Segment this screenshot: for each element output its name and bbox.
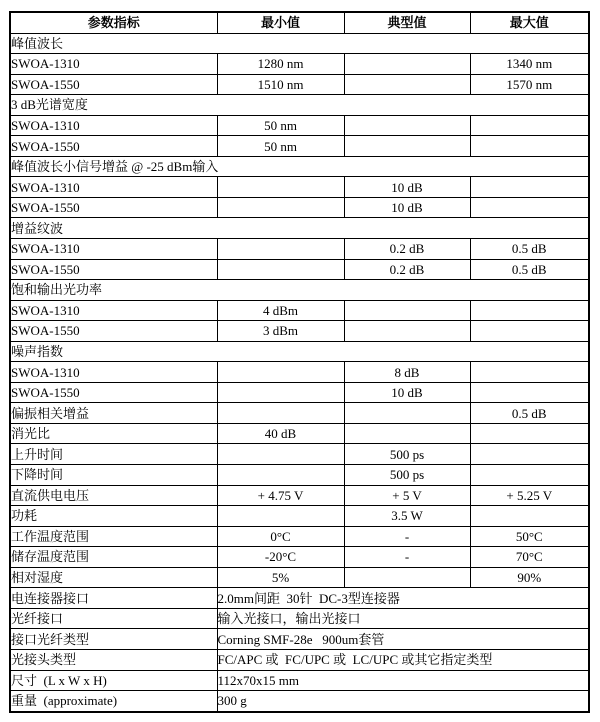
min-value-cell: 4 dBm bbox=[217, 300, 344, 321]
section-row bbox=[10, 95, 589, 116]
section-row bbox=[10, 341, 589, 362]
typical-value-cell: 10 dB bbox=[344, 382, 470, 403]
min-value-cell bbox=[217, 465, 344, 486]
max-value-cell: 1340 nm bbox=[470, 54, 589, 75]
typical-value-cell bbox=[344, 423, 470, 444]
min-value-cell bbox=[217, 403, 344, 424]
value-cell: Corning SMF-28e 900um套管 bbox=[217, 629, 589, 650]
max-value-cell bbox=[470, 197, 589, 218]
max-value-cell: 70°C bbox=[470, 547, 589, 568]
value-cell: FC/APC 或 FC/UPC 或 LC/UPC 或其它指定类型 bbox=[217, 649, 589, 670]
parameter-cell: SWOA-1550 bbox=[10, 74, 217, 95]
table-row bbox=[10, 629, 589, 650]
spec-table-body bbox=[10, 33, 589, 712]
value-cell: 输入光接口，输出光接口 bbox=[217, 608, 589, 629]
max-value-cell bbox=[470, 177, 589, 198]
parameter-cell: 消光比 bbox=[10, 423, 217, 444]
max-value-cell bbox=[470, 465, 589, 486]
parameter-cell: SWOA-1310 bbox=[10, 115, 217, 136]
max-value-cell bbox=[470, 382, 589, 403]
min-value-cell: 1280 nm bbox=[217, 54, 344, 75]
min-value-cell: + 4.75 V bbox=[217, 485, 344, 506]
max-value-cell: 0.5 dB bbox=[470, 259, 589, 280]
value-cell: 300 g bbox=[217, 691, 589, 712]
max-value-cell: 0.5 dB bbox=[470, 403, 589, 424]
parameter-cell: SWOA-1310 bbox=[10, 362, 217, 383]
typical-value-cell: 500 ps bbox=[344, 444, 470, 465]
parameter-cell: SWOA-1550 bbox=[10, 321, 217, 342]
table-row bbox=[10, 691, 589, 712]
table-row bbox=[10, 649, 589, 670]
min-value-cell: 50 nm bbox=[217, 136, 344, 157]
table-row bbox=[10, 136, 589, 157]
col-header-max: 最大值 bbox=[470, 12, 589, 33]
min-value-cell bbox=[217, 197, 344, 218]
typical-value-cell bbox=[344, 136, 470, 157]
parameter-cell: 重量 (approximate) bbox=[10, 691, 217, 712]
table-row bbox=[10, 177, 589, 198]
min-value-cell bbox=[217, 506, 344, 527]
spec-table bbox=[9, 11, 590, 713]
max-value-cell bbox=[470, 423, 589, 444]
table-row bbox=[10, 506, 589, 527]
section-row bbox=[10, 280, 589, 301]
section-row bbox=[10, 218, 589, 239]
max-value-cell bbox=[470, 321, 589, 342]
section-label-cell: 峰值波长 bbox=[10, 33, 589, 54]
min-value-cell: 3 dBm bbox=[217, 321, 344, 342]
table-row bbox=[10, 74, 589, 95]
min-value-cell: 50 nm bbox=[217, 115, 344, 136]
parameter-cell: 直流供电电压 bbox=[10, 485, 217, 506]
table-row bbox=[10, 403, 589, 424]
typical-value-cell bbox=[344, 115, 470, 136]
table-row bbox=[10, 567, 589, 588]
parameter-cell: SWOA-1550 bbox=[10, 136, 217, 157]
max-value-cell: + 5.25 V bbox=[470, 485, 589, 506]
max-value-cell bbox=[470, 300, 589, 321]
table-row bbox=[10, 547, 589, 568]
max-value-cell bbox=[470, 136, 589, 157]
parameter-cell: SWOA-1550 bbox=[10, 382, 217, 403]
min-value-cell bbox=[217, 259, 344, 280]
max-value-cell: 90% bbox=[470, 567, 589, 588]
table-row bbox=[10, 239, 589, 260]
min-value-cell: 40 dB bbox=[217, 423, 344, 444]
min-value-cell: 0°C bbox=[217, 526, 344, 547]
min-value-cell bbox=[217, 177, 344, 198]
parameter-cell: 偏振相关增益 bbox=[10, 403, 217, 424]
max-value-cell bbox=[470, 362, 589, 383]
section-label-cell: 饱和输出光功率 bbox=[10, 280, 589, 301]
parameter-cell: 工作温度范围 bbox=[10, 526, 217, 547]
parameter-cell: 功耗 bbox=[10, 506, 217, 527]
table-row bbox=[10, 465, 589, 486]
typical-value-cell bbox=[344, 567, 470, 588]
parameter-cell: 下降时间 bbox=[10, 465, 217, 486]
parameter-cell: SWOA-1550 bbox=[10, 259, 217, 280]
section-label-cell: 3 dB光谱宽度 bbox=[10, 95, 589, 116]
table-row bbox=[10, 670, 589, 691]
typical-value-cell: 0.2 dB bbox=[344, 239, 470, 260]
typical-value-cell bbox=[344, 54, 470, 75]
parameter-cell: 接口光纤类型 bbox=[10, 629, 217, 650]
section-label-cell: 峰值波长小信号增益 @ -25 dBm输入 bbox=[10, 156, 589, 177]
min-value-cell: -20°C bbox=[217, 547, 344, 568]
parameter-cell: 电连接器接口 bbox=[10, 588, 217, 609]
parameter-cell: 尺寸 (L x W x H) bbox=[10, 670, 217, 691]
table-row bbox=[10, 300, 589, 321]
min-value-cell: 5% bbox=[217, 567, 344, 588]
min-value-cell: 1510 nm bbox=[217, 74, 344, 95]
typical-value-cell: + 5 V bbox=[344, 485, 470, 506]
parameter-cell: SWOA-1550 bbox=[10, 197, 217, 218]
typical-value-cell: 0.2 dB bbox=[344, 259, 470, 280]
table-row bbox=[10, 382, 589, 403]
parameter-cell: SWOA-1310 bbox=[10, 300, 217, 321]
typical-value-cell: - bbox=[344, 526, 470, 547]
min-value-cell bbox=[217, 362, 344, 383]
max-value-cell bbox=[470, 444, 589, 465]
parameter-cell: SWOA-1310 bbox=[10, 239, 217, 260]
table-row bbox=[10, 197, 589, 218]
typical-value-cell: - bbox=[344, 547, 470, 568]
col-header-parameter: 参数指标 bbox=[10, 12, 217, 33]
typical-value-cell: 10 dB bbox=[344, 197, 470, 218]
table-row bbox=[10, 526, 589, 547]
typical-value-cell bbox=[344, 74, 470, 95]
typical-value-cell bbox=[344, 403, 470, 424]
max-value-cell bbox=[470, 506, 589, 527]
section-label-cell: 噪声指数 bbox=[10, 341, 589, 362]
max-value-cell: 50°C bbox=[470, 526, 589, 547]
value-cell: 112x70x15 mm bbox=[217, 670, 589, 691]
table-row bbox=[10, 485, 589, 506]
table-row bbox=[10, 608, 589, 629]
table-row bbox=[10, 362, 589, 383]
parameter-cell: 储存温度范围 bbox=[10, 547, 217, 568]
typical-value-cell: 8 dB bbox=[344, 362, 470, 383]
value-cell: 2.0mm间距 30针 DC-3型连接器 bbox=[217, 588, 589, 609]
table-row bbox=[10, 259, 589, 280]
table-row bbox=[10, 321, 589, 342]
table-row bbox=[10, 588, 589, 609]
max-value-cell bbox=[470, 115, 589, 136]
typical-value-cell bbox=[344, 321, 470, 342]
section-row bbox=[10, 156, 589, 177]
parameter-cell: SWOA-1310 bbox=[10, 177, 217, 198]
parameter-cell: 光纤接口 bbox=[10, 608, 217, 629]
header-row bbox=[10, 12, 589, 33]
typical-value-cell: 500 ps bbox=[344, 465, 470, 486]
col-header-typical: 典型值 bbox=[344, 12, 470, 33]
parameter-cell: 相对湿度 bbox=[10, 567, 217, 588]
parameter-cell: 上升时间 bbox=[10, 444, 217, 465]
col-header-min: 最小值 bbox=[217, 12, 344, 33]
table-row bbox=[10, 54, 589, 75]
typical-value-cell: 3.5 W bbox=[344, 506, 470, 527]
min-value-cell bbox=[217, 444, 344, 465]
typical-value-cell bbox=[344, 300, 470, 321]
parameter-cell: 光接头类型 bbox=[10, 649, 217, 670]
section-row bbox=[10, 33, 589, 54]
min-value-cell bbox=[217, 382, 344, 403]
parameter-cell: SWOA-1310 bbox=[10, 54, 217, 75]
min-value-cell bbox=[217, 239, 344, 260]
table-row bbox=[10, 115, 589, 136]
max-value-cell: 0.5 dB bbox=[470, 239, 589, 260]
max-value-cell: 1570 nm bbox=[470, 74, 589, 95]
table-row bbox=[10, 423, 589, 444]
table-row bbox=[10, 444, 589, 465]
section-label-cell: 增益纹波 bbox=[10, 218, 589, 239]
typical-value-cell: 10 dB bbox=[344, 177, 470, 198]
